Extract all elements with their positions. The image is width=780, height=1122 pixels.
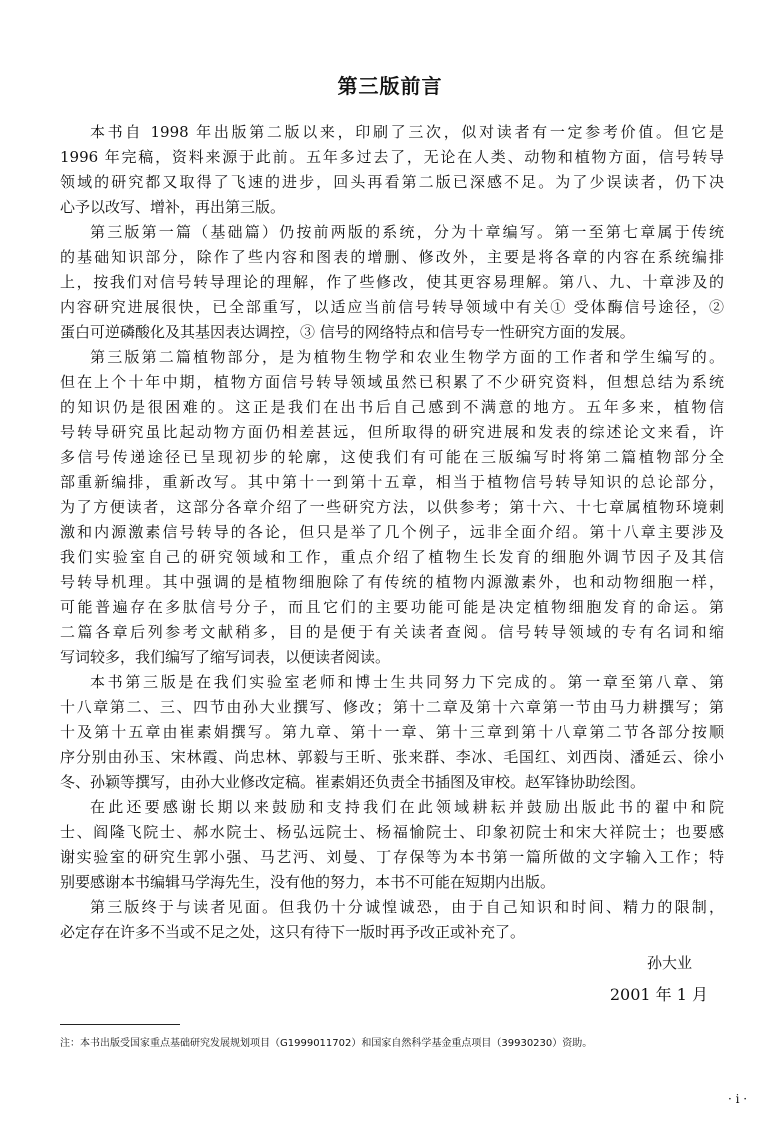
page-title: 第三版前言 [337,74,443,98]
text-line: 号转导机理。其中强调的是植物细胞除了有传统的植物内源激素外，也和动物细胞一样， [60,573,724,591]
text-line: 部重新编排，重新改写。其中第十一到第十五章，相当于植物信号转导知识的总论部分， [60,473,724,491]
footnote: 注：本书出版受国家重点基础研究发展规划项目（G1999011702）和国家自然科学基金重点项目（39930230）资助。 [60,1038,593,1049]
text-line: 本书第三版是在我们实验室老师和博士生共同努力下完成的。第一章至第八章、第 [90,673,724,691]
text-line: 号转导研究虽比起动物方面仍相差甚远，但所取得的研究进展和发表的综述论文来看，许 [60,423,724,441]
text-line: 必定存在许多不当或不足之处，这只有待下一版时再予改正或补充了。 [60,923,526,941]
text-line: 十八章第二、三、四节由孙大业撰写、修改；第十二章及第十六章第一节由马力耕撰写；第 [60,698,724,716]
text-line: 蛋白可逆磷酸化及其基因表达调控，③ 信号的网络特点和信号专一性研究方面的发展。 [60,323,635,341]
footnote-divider [60,1024,180,1025]
text-line: 我们实验室自己的研究领域和工作，重点介绍了植物生长发育的细胞外调节因子及其信 [60,548,724,566]
text-line: 1996 年完稿，资料来源于此前。五年多过去了，无论在人类、动物和植物方面，信号转导 [60,148,724,166]
text-line: 但在上个十年中期，植物方面信号转导领域虽然已积累了不少研究资料，但想总结为系统 [60,373,724,391]
preface-date: 2001 年 1 月 [609,985,708,1004]
paragraph [60,795,724,895]
text-line: 士、阎隆飞院士、郝水院士、杨弘远院士、杨福愉院士、印象初院士和宋大祥院士；也要感 [60,823,724,841]
text-line: 为了方便读者，这部分各章介绍了一些研究方法，以供参考；第十六、十七章属植物环境刺 [60,498,724,516]
paragraph [60,120,724,220]
text-line: 心予以改写、增补，再出第三版。 [60,198,286,216]
text-line: 二篇各章后列参考文献稍多，目的是便于有关读者查阅。信号转导领域的专有名词和缩 [60,623,724,641]
text-line: 多信号传递途径已呈现初步的轮廓，这使我们有可能在三版编写时将第二篇植物部分全 [60,448,724,466]
paragraph [60,670,724,795]
text-line: 别要感谢本书编辑马学海先生，没有他的努力，本书不可能在短期内出版。 [60,873,556,891]
text-line: 的基础知识部分，除作了些内容和图表的增删、修改外，主要是将各章的内容在系统编排 [60,248,724,266]
text-line: 十及第十五章由崔素娟撰写。第九章、第十一章、第十三章到第十八章第二节各部分按顺 [60,723,724,741]
text-line: 在此还要感谢长期以来鼓励和支持我们在此领域耕耘并鼓励出版此书的翟中和院 [90,798,724,816]
page-number: · i · [728,1092,748,1106]
paragraph [60,220,724,345]
text-line: 本书自 1998 年出版第二版以来，印刷了三次，似对读者有一定参考价值。但它是 [90,123,724,141]
text-line: 写词较多，我们编写了缩写词表，以便读者阅读。 [60,648,391,666]
paragraph [60,895,724,945]
preface-body [60,120,724,945]
text-line: 序分别由孙玉、宋林霞、尚忠林、郭毅与王昕、张来群、李冰、毛国红、刘西岗、潘延云、徐小 [60,748,724,766]
text-line: 谢实验室的研究生郭小强、马艺沔、刘曼、丁存保等为本书第一篇所做的文字输入工作；特 [60,848,724,866]
text-line: 冬、孙颖等撰写，由孙大业修改定稿。崔素娟还负责全书插图及审校。赵军锋协助绘图。 [60,773,646,791]
text-line: 领域的研究都又取得了飞速的进步，回头再看第二版已深感不足。为了少误读者，仍下决 [60,173,724,191]
text-line: 上，按我们对信号转导理论的理解，作了些修改，使其更容易理解。第八、九、十章涉及的 [60,273,724,291]
text-line: 第三版第二篇植物部分，是为植物生物学和农业生物学方面的工作者和学生编写的。 [90,348,724,366]
text-line: 内容研究进展很快，已全部重写，以适应当前信号转导领域中有关① 受体酶信号途径，② [60,298,724,316]
text-line: 的知识仍是很困难的。这正是我们在出书后自己感到不满意的地方。五年多来，植物信 [60,398,724,416]
text-line: 第三版第一篇（基础篇）仍按前两版的系统，分为十章编写。第一至第七章属于传统 [90,223,724,241]
author-signature: 孙大业 [646,954,692,972]
paragraph [60,345,724,670]
text-line: 第三版终于与读者见面。但我仍十分诚惶诚恐，由于自己知识和时间、精力的限制， [90,898,724,916]
text-line: 激和内源激素信号转导的各论，但只是举了几个例子，远非全面介绍。第十八章主要涉及 [60,523,724,541]
text-line: 可能普遍存在多肽信号分子，而且它们的主要功能可能是决定植物细胞发育的命运。第 [60,598,724,616]
